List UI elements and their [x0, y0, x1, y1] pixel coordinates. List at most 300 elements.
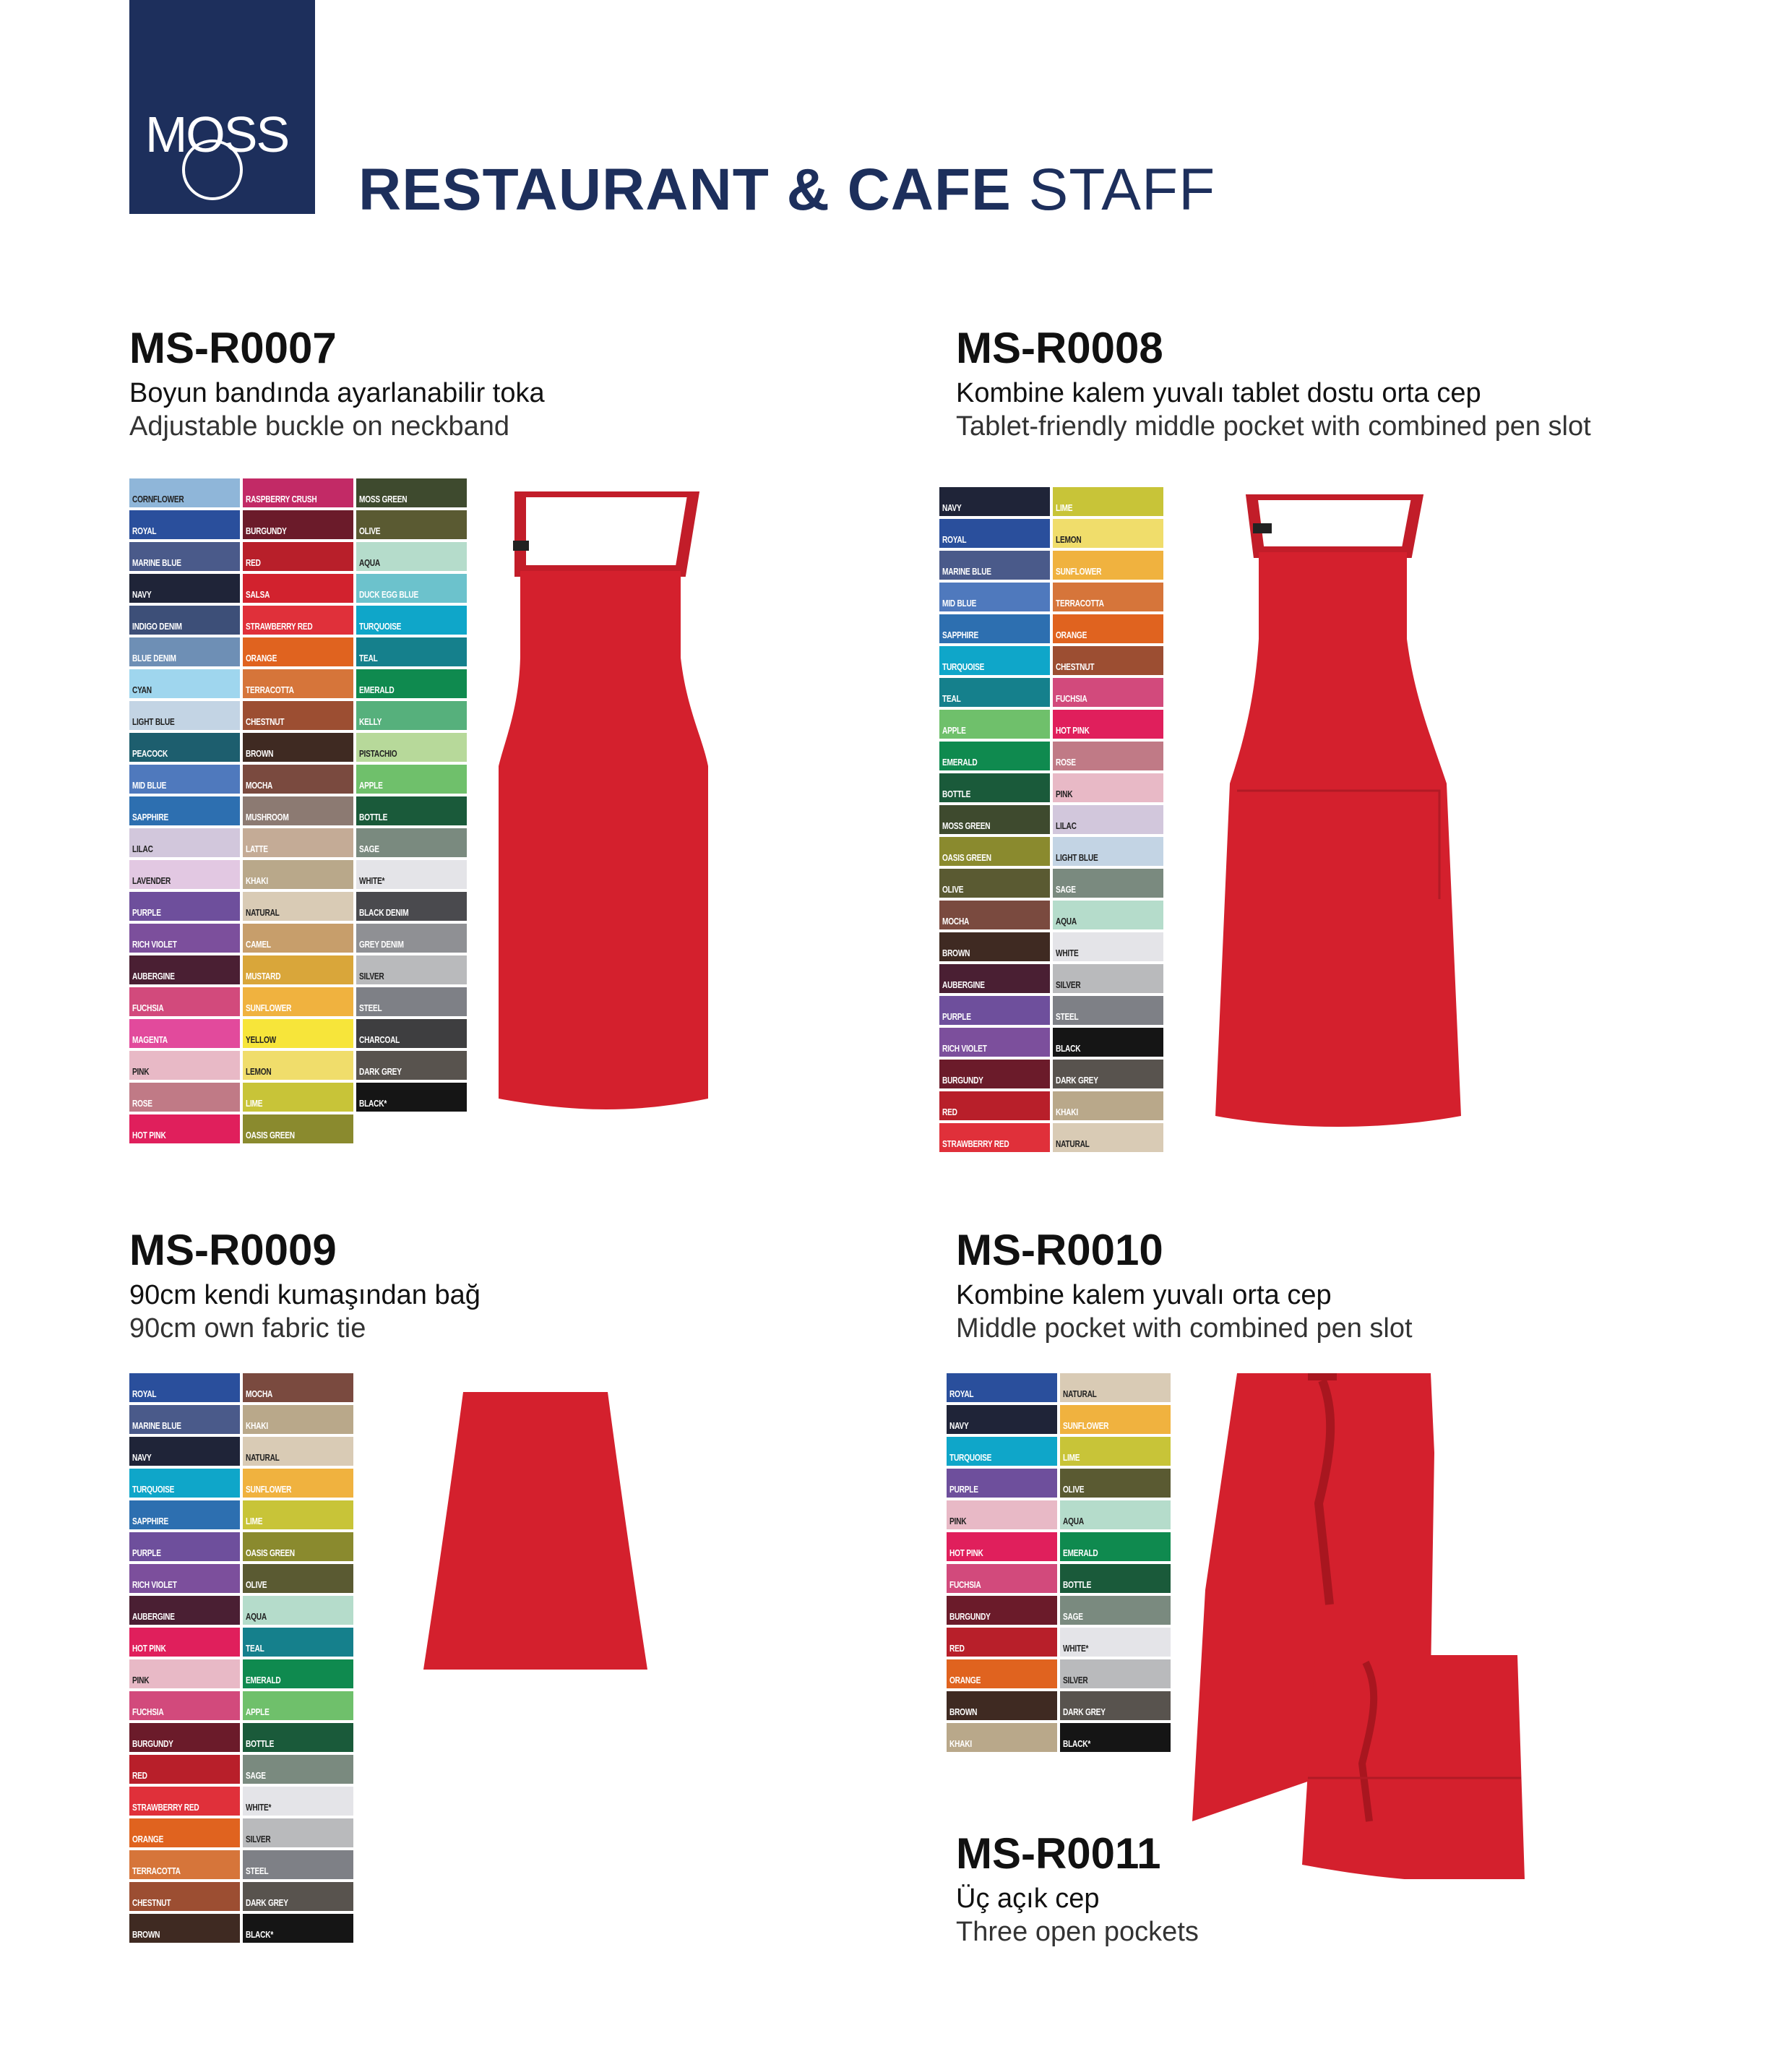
color-swatch-label: OLIVE	[1063, 1484, 1085, 1495]
color-swatch	[129, 1787, 240, 1816]
color-swatch-label: OLIVE	[246, 1579, 267, 1590]
color-swatch-label: MUSTARD	[246, 971, 281, 981]
color-swatches-ms-r0007	[129, 478, 467, 1143]
color-swatches-ms-r0008	[939, 487, 1163, 1152]
color-swatch-label: TEAL	[942, 693, 961, 704]
color-swatch-label: WHITE*	[1063, 1643, 1089, 1654]
color-swatch-label: LAVENDER	[132, 875, 171, 886]
color-swatch-label: BLACK	[1056, 1043, 1081, 1054]
color-swatch-label: BOTTLE	[359, 812, 388, 822]
color-swatch	[1053, 996, 1163, 1025]
color-swatch-label: AQUA	[246, 1611, 267, 1622]
color-swatch-label: MID BLUE	[942, 598, 977, 609]
color-swatch	[129, 1882, 240, 1911]
color-swatch-label: KHAKI	[1056, 1107, 1078, 1117]
color-swatch-label: BROWN	[132, 1929, 160, 1940]
color-swatch	[129, 1373, 240, 1402]
color-swatch-label: KELLY	[359, 716, 382, 727]
color-swatch-label: TEAL	[359, 653, 378, 663]
color-swatch-label: STRAWBERRY RED	[942, 1138, 1009, 1149]
color-swatch	[129, 606, 240, 635]
color-swatch	[356, 765, 467, 794]
color-swatch-label: GREY DENIM	[359, 939, 404, 950]
color-swatch-label: KHAKI	[246, 875, 268, 886]
color-swatch	[129, 765, 240, 794]
color-swatch	[1053, 964, 1163, 993]
color-swatch	[356, 574, 467, 603]
color-swatch	[939, 551, 1050, 580]
color-swatch-label: MOSS GREEN	[942, 820, 991, 831]
brand-logo	[129, 0, 315, 214]
color-swatch-label: CYAN	[132, 684, 152, 695]
color-swatch-label: RICH VIOLET	[942, 1043, 987, 1054]
color-swatch	[1053, 742, 1163, 770]
color-swatch	[129, 1691, 240, 1720]
color-swatch-label: DUCK EGG BLUE	[359, 589, 419, 600]
color-swatch-label: BLUE DENIM	[132, 653, 176, 663]
color-swatch-label: STEEL	[1056, 1011, 1079, 1022]
color-swatch-label: PINK	[132, 1675, 150, 1685]
color-swatch	[1060, 1373, 1171, 1402]
color-swatch	[243, 1659, 353, 1688]
product-desc-tr: Kombine kalem yuvalı orta cep	[956, 1280, 1332, 1310]
color-swatch	[243, 828, 353, 857]
product-code: MS-R0011	[956, 1829, 1161, 1878]
color-swatch	[939, 837, 1050, 866]
color-swatch	[356, 924, 467, 953]
color-swatch-label: ROYAL	[942, 534, 967, 545]
color-swatch-label: SAGE	[246, 1770, 266, 1781]
color-swatch-label: MARINE BLUE	[942, 566, 991, 577]
color-swatch	[356, 860, 467, 889]
color-swatch	[939, 583, 1050, 611]
color-swatch	[243, 1787, 353, 1816]
color-swatch-label: LIME	[1056, 502, 1073, 513]
color-swatch-label: SUNFLOWER	[246, 1002, 292, 1013]
color-swatch	[129, 987, 240, 1016]
product-code: MS-R0010	[956, 1226, 1163, 1274]
color-swatch	[1053, 678, 1163, 707]
color-swatch-label: BURGUNDY	[246, 525, 287, 536]
color-swatch	[356, 542, 467, 571]
product-code: MS-R0009	[129, 1226, 337, 1274]
color-swatch	[243, 637, 353, 666]
color-swatch-label: LIME	[1063, 1452, 1080, 1463]
color-swatch	[1060, 1723, 1171, 1752]
color-swatch	[947, 1405, 1057, 1434]
product-ms-r0010	[956, 1226, 1413, 1345]
color-swatch	[947, 1723, 1057, 1752]
color-swatch	[947, 1564, 1057, 1593]
color-swatch	[1053, 614, 1163, 643]
color-swatch	[1053, 710, 1163, 739]
color-swatch-label: ORANGE	[1056, 630, 1087, 640]
color-swatch	[1053, 1060, 1163, 1088]
product-code: MS-R0008	[956, 324, 1163, 372]
color-swatch	[947, 1373, 1057, 1402]
color-swatch-label: STRAWBERRY RED	[132, 1802, 199, 1813]
color-swatch-label: NATURAL	[246, 907, 280, 918]
color-swatch-label: YELLOW	[246, 1034, 276, 1045]
color-swatch	[939, 614, 1050, 643]
bistro-aprons-image	[1192, 1373, 1539, 1879]
color-swatch	[129, 828, 240, 857]
color-swatch	[356, 987, 467, 1016]
color-swatch-label: STEEL	[246, 1865, 269, 1876]
color-swatch	[356, 955, 467, 984]
color-swatch	[243, 1596, 353, 1625]
color-swatch	[129, 637, 240, 666]
color-swatch	[1060, 1564, 1171, 1593]
color-swatch-label: OASIS GREEN	[246, 1130, 295, 1141]
color-swatch	[243, 1723, 353, 1752]
color-swatch	[243, 955, 353, 984]
color-swatches-ms-r0009	[129, 1373, 353, 1943]
color-swatch	[947, 1437, 1057, 1466]
color-swatch	[243, 892, 353, 921]
color-swatch	[939, 773, 1050, 802]
color-swatch-label: BLACK DENIM	[359, 907, 409, 918]
color-swatch	[356, 478, 467, 507]
color-swatch-label: NAVY	[942, 502, 962, 513]
color-swatch	[939, 519, 1050, 548]
color-swatch	[129, 924, 240, 953]
color-swatch-label: EMERALD	[1063, 1547, 1098, 1558]
color-swatch-label: SAGE	[1056, 884, 1076, 895]
color-swatch-label: WHITE*	[359, 875, 385, 886]
color-swatch	[1060, 1659, 1171, 1688]
color-swatch	[243, 574, 353, 603]
color-swatch	[243, 1469, 353, 1498]
color-swatch	[947, 1469, 1057, 1498]
color-swatch	[1060, 1691, 1171, 1720]
product-ms-r0008	[956, 324, 1591, 443]
color-swatch	[129, 1469, 240, 1498]
color-swatch	[129, 510, 240, 539]
color-swatch	[243, 1437, 353, 1466]
color-swatch-label: CHESTNUT	[132, 1897, 171, 1908]
color-swatch-label: LEMON	[1056, 534, 1082, 545]
color-swatch-label: NAVY	[132, 1452, 152, 1463]
color-swatch-label: CAMEL	[246, 939, 271, 950]
color-swatch	[356, 733, 467, 762]
color-swatch-label: SAPPHIRE	[132, 812, 168, 822]
color-swatch-label: BURGUNDY	[132, 1738, 173, 1749]
color-swatch-label: HOT PINK	[949, 1547, 983, 1558]
color-swatch-label: SILVER	[246, 1834, 271, 1844]
product-desc-en: Three open pockets	[956, 1916, 1199, 1947]
color-swatch	[1053, 583, 1163, 611]
color-swatch-label: SAGE	[359, 843, 379, 854]
color-swatch	[939, 1123, 1050, 1152]
color-swatch	[939, 805, 1050, 834]
color-swatch	[129, 892, 240, 921]
color-swatch-label: OLIVE	[359, 525, 381, 536]
color-swatch-label: FUCHSIA	[132, 1706, 164, 1717]
color-swatch	[129, 669, 240, 698]
color-swatch-label: EMERALD	[359, 684, 395, 695]
color-swatch	[129, 1755, 240, 1784]
color-swatch-label: RED	[246, 557, 261, 568]
color-swatch	[939, 996, 1050, 1025]
color-swatch	[243, 924, 353, 953]
bib-apron-pocket-image	[1208, 494, 1468, 1130]
color-swatch-label: APPLE	[359, 780, 383, 791]
color-swatch-label: APPLE	[942, 725, 966, 736]
color-swatch	[356, 1051, 467, 1080]
color-swatch-label: PURPLE	[942, 1011, 971, 1022]
color-swatch	[129, 1850, 240, 1879]
color-swatch-label: AUBERGINE	[132, 971, 175, 981]
color-swatch-label: WHITE	[1056, 948, 1079, 958]
color-swatch-label: PINK	[132, 1066, 150, 1077]
color-swatch-label: OASIS GREEN	[246, 1547, 295, 1558]
color-swatch	[939, 932, 1050, 961]
color-swatch-label: NATURAL	[1063, 1388, 1097, 1399]
color-swatch	[1053, 869, 1163, 898]
page-title	[358, 157, 1216, 223]
color-swatch	[129, 1914, 240, 1943]
color-swatch	[939, 646, 1050, 675]
color-swatch-label: MOCHA	[246, 780, 273, 791]
color-swatch	[243, 478, 353, 507]
color-swatch-label: BOTTLE	[942, 789, 971, 799]
color-swatch	[1060, 1469, 1171, 1498]
color-swatch-label: BROWN	[949, 1706, 978, 1717]
color-swatch	[1053, 1123, 1163, 1152]
color-swatch	[356, 701, 467, 730]
color-swatch-label: ORANGE	[246, 653, 277, 663]
color-swatch	[243, 542, 353, 571]
color-swatch	[129, 1532, 240, 1561]
color-swatch-label: LATTE	[246, 843, 268, 854]
color-swatch	[356, 669, 467, 698]
color-swatch	[939, 487, 1050, 516]
color-swatch-label: HOT PINK	[1056, 725, 1090, 736]
color-swatch	[243, 765, 353, 794]
color-swatch	[243, 1691, 353, 1720]
color-swatch	[1060, 1628, 1171, 1657]
color-swatch	[356, 510, 467, 539]
color-swatch-label: LILAC	[1056, 820, 1077, 831]
color-swatch-label: SILVER	[359, 971, 384, 981]
color-swatch	[243, 701, 353, 730]
color-swatch	[243, 1114, 353, 1143]
color-swatch	[129, 1019, 240, 1048]
color-swatch	[243, 1850, 353, 1879]
color-swatch-label: SAGE	[1063, 1611, 1083, 1622]
color-swatch-label: DARK GREY	[246, 1897, 288, 1908]
color-swatch-label: AQUA	[1063, 1516, 1084, 1526]
color-swatch	[1060, 1405, 1171, 1434]
color-swatch-label: RED	[949, 1643, 965, 1654]
color-swatch-label: TERRACOTTA	[1056, 598, 1104, 609]
color-swatch	[1053, 646, 1163, 675]
color-swatch-label: CHESTNUT	[1056, 661, 1095, 672]
color-swatch-label: SUNFLOWER	[1063, 1420, 1109, 1431]
color-swatch-label: AUBERGINE	[132, 1611, 175, 1622]
color-swatch	[947, 1596, 1057, 1625]
color-swatch-label: FUCHSIA	[1056, 693, 1087, 704]
color-swatch-label: ROSE	[132, 1098, 152, 1109]
color-swatch	[243, 1083, 353, 1112]
color-swatch	[939, 901, 1050, 929]
color-swatch	[947, 1659, 1057, 1688]
color-swatch-label: BURGUNDY	[949, 1611, 991, 1622]
color-swatch-label: LIGHT BLUE	[1056, 852, 1098, 863]
color-swatch-label: ROYAL	[132, 525, 157, 536]
color-swatch	[243, 1019, 353, 1048]
color-swatch-label: MUSHROOM	[246, 812, 289, 822]
color-swatch	[243, 1755, 353, 1784]
color-swatch-label: PURPLE	[132, 907, 161, 918]
color-swatch-label: NAVY	[132, 589, 152, 600]
color-swatch	[939, 869, 1050, 898]
color-swatch-label: AQUA	[1056, 916, 1077, 927]
color-swatch-label: WHITE*	[246, 1802, 272, 1813]
color-swatch	[1053, 519, 1163, 548]
color-swatch-label: KHAKI	[949, 1738, 972, 1749]
color-swatch-label: EMERALD	[942, 757, 978, 768]
color-swatch	[243, 1405, 353, 1434]
color-swatch-label: OLIVE	[942, 884, 964, 895]
color-swatch	[939, 1091, 1050, 1120]
color-swatch-label: BROWN	[942, 948, 970, 958]
bib-apron-image	[491, 491, 723, 1113]
color-swatch-label: TERRACOTTA	[246, 684, 294, 695]
color-swatch-label: BOTTLE	[1063, 1579, 1092, 1590]
color-swatch-label: PURPLE	[132, 1547, 161, 1558]
color-swatch-label: ROSE	[1056, 757, 1076, 768]
color-swatch-label: BURGUNDY	[942, 1075, 983, 1086]
color-swatch	[356, 892, 467, 921]
product-desc-en: Adjustable buckle on neckband	[129, 411, 510, 442]
color-swatch	[1060, 1500, 1171, 1529]
color-swatch	[947, 1532, 1057, 1561]
color-swatch	[1053, 932, 1163, 961]
color-swatch-label: SAPPHIRE	[942, 630, 978, 640]
color-swatch	[243, 1882, 353, 1911]
color-swatch	[1053, 837, 1163, 866]
color-swatch-label: DARK GREY	[1063, 1706, 1106, 1717]
color-swatch-label: BROWN	[246, 748, 274, 759]
color-swatch-label: APPLE	[246, 1706, 270, 1717]
color-swatch-label: HOT PINK	[132, 1643, 166, 1654]
color-swatch-label: RICH VIOLET	[132, 1579, 177, 1590]
color-swatch-label: TURQUOISE	[359, 621, 402, 632]
color-swatch-label: LILAC	[132, 843, 153, 854]
color-swatches-ms-r0010	[947, 1373, 1171, 1752]
color-swatch-label: MAGENTA	[132, 1034, 168, 1045]
product-ms-r0009	[129, 1226, 481, 1345]
color-swatch	[356, 828, 467, 857]
color-swatch	[129, 1405, 240, 1434]
color-swatch-label: DARK GREY	[359, 1066, 402, 1077]
color-swatch	[1060, 1437, 1171, 1466]
color-swatch	[129, 1437, 240, 1466]
color-swatch	[939, 742, 1050, 770]
color-swatch	[243, 860, 353, 889]
color-swatch	[939, 710, 1050, 739]
color-swatch	[947, 1628, 1057, 1657]
color-swatch-label: MOSS GREEN	[359, 494, 408, 504]
color-swatch-label: SILVER	[1063, 1675, 1088, 1685]
product-desc-en: Middle pocket with combined pen slot	[956, 1313, 1413, 1344]
color-swatch-label: SILVER	[1056, 979, 1081, 990]
color-swatch	[129, 955, 240, 984]
color-swatch-label: LIME	[246, 1098, 263, 1109]
color-swatch-label: PISTACHIO	[359, 748, 397, 759]
color-swatch	[129, 1564, 240, 1593]
color-swatch	[1053, 551, 1163, 580]
color-swatch	[243, 987, 353, 1016]
product-desc-tr: Boyun bandında ayarlanabilir toka	[129, 378, 545, 408]
color-swatch-label: TURQUOISE	[942, 661, 985, 672]
color-swatch-label: CHARCOAL	[359, 1034, 400, 1045]
color-swatch	[129, 701, 240, 730]
color-swatch-label: ROYAL	[132, 1388, 157, 1399]
color-swatch-label: DARK GREY	[1056, 1075, 1098, 1086]
color-swatch	[243, 1532, 353, 1561]
color-swatch-label: MARINE BLUE	[132, 557, 181, 568]
page-title-bold: RESTAURANT & CAFE	[358, 157, 1012, 223]
color-swatch	[1060, 1596, 1171, 1625]
color-swatch	[1053, 1028, 1163, 1057]
color-swatch	[1053, 805, 1163, 834]
color-swatch	[939, 964, 1050, 993]
product-desc-en: Tablet-friendly middle pocket with combined pen slot	[956, 411, 1591, 442]
color-swatch-label: PINK	[949, 1516, 967, 1526]
color-swatch	[356, 1083, 467, 1112]
color-swatch-label: BLACK*	[246, 1929, 274, 1940]
color-swatch	[243, 669, 353, 698]
color-swatch-label: FUCHSIA	[132, 1002, 164, 1013]
color-swatch	[129, 860, 240, 889]
color-swatch	[243, 1564, 353, 1593]
color-swatch-label: NATURAL	[246, 1452, 280, 1463]
color-swatch-label: LEMON	[246, 1066, 272, 1077]
color-swatch-label: NATURAL	[1056, 1138, 1090, 1149]
color-swatch-label: ROYAL	[949, 1388, 974, 1399]
color-swatch	[1053, 901, 1163, 929]
product-desc-tr: 90cm kendi kumaşından bağ	[129, 1280, 481, 1310]
color-swatch-label: PEACOCK	[132, 748, 168, 759]
color-swatch-label: RED	[942, 1107, 957, 1117]
color-swatch-label: INDIGO DENIM	[132, 621, 182, 632]
logo-text: MOSS	[145, 106, 289, 163]
color-swatch-label: SAPPHIRE	[132, 1516, 168, 1526]
color-swatch-label: ORANGE	[949, 1675, 981, 1685]
color-swatch	[243, 1051, 353, 1080]
color-swatch	[243, 1914, 353, 1943]
color-swatch	[243, 1373, 353, 1402]
color-swatch	[243, 1500, 353, 1529]
color-swatch-label: AUBERGINE	[942, 979, 985, 990]
color-swatch	[939, 678, 1050, 707]
color-swatch-label: LIGHT BLUE	[132, 716, 175, 727]
product-ms-r0011	[956, 1829, 1199, 1949]
color-swatch	[129, 1114, 240, 1143]
color-swatch	[129, 1659, 240, 1688]
color-swatch	[1060, 1532, 1171, 1561]
color-swatch-label: SUNFLOWER	[246, 1484, 292, 1495]
color-swatch	[243, 796, 353, 825]
color-swatch	[129, 542, 240, 571]
color-swatch	[129, 733, 240, 762]
color-swatch	[243, 733, 353, 762]
color-swatch-label: TURQUOISE	[949, 1452, 992, 1463]
color-swatch	[129, 1818, 240, 1847]
